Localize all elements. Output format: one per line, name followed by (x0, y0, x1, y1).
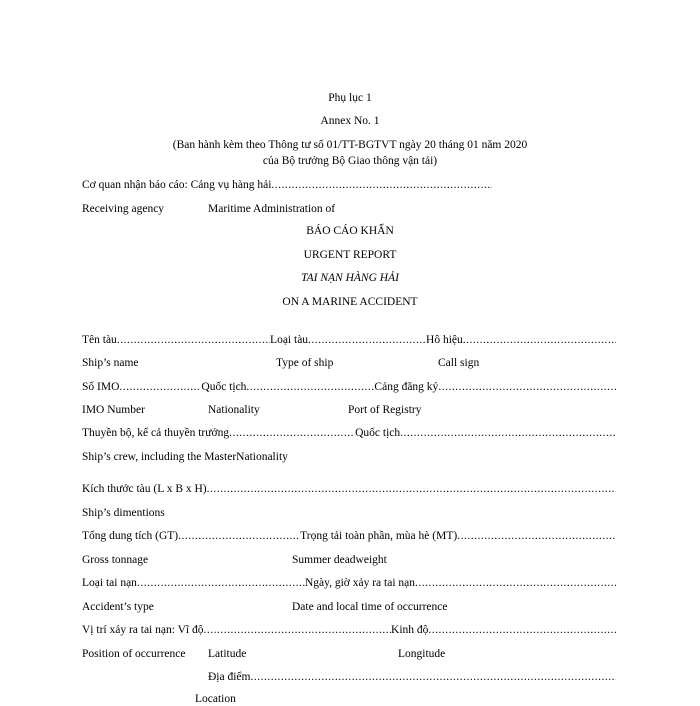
accident-type-row-en (82, 600, 616, 614)
dotted-fill (119, 380, 201, 394)
dotted-fill (428, 623, 616, 637)
ship-name-label-vi: Tên tàu (82, 334, 117, 346)
receiving-agency-vi-row (82, 178, 492, 192)
imo-row-vi (82, 380, 616, 394)
gross-tonnage-label-en: Gross tonnage (82, 554, 149, 566)
occurrence-time-label-en: Date and local time of occurrence (292, 601, 448, 613)
nationality-label-vi: Quốc tịch (201, 381, 247, 393)
port-registry-label-en: Port of Registry (348, 404, 422, 416)
issuance-note-line1: (Ban hành kèm theo Thông tư số 01/TT-BGTVT ngày 20 tháng 01 năm 2020 (172, 139, 528, 151)
dotted-fill (415, 576, 616, 590)
accident-title-vi: TAI NẠN HÀNG HẢI (301, 272, 399, 284)
dotted-fill (438, 380, 616, 394)
location-label-en: Location (195, 693, 236, 705)
gross-tonnage-label-vi: Tổng dung tích (GT) (82, 530, 179, 542)
call-sign-label-vi: Hô hiệu (426, 334, 463, 346)
port-registry-label-vi: Cảng đăng ký (374, 381, 439, 393)
location-row-en (195, 692, 616, 706)
tonnage-row-en (82, 553, 616, 567)
occurrence-time-label-vi: Ngày, giờ xảy ra tai nạn (304, 577, 416, 589)
ship-name-label-en: Ship’s name (82, 357, 139, 369)
nationality-label-en: Nationality (208, 404, 260, 416)
position-row-en (82, 647, 616, 661)
receiving-agency-en-row (82, 202, 616, 216)
imo-label-en: IMO Number (82, 404, 145, 416)
receiving-agency-vi-label: Cơ quan nhận báo cáo: Cảng vụ hàng hải (82, 179, 272, 191)
crew-row-vi (82, 426, 616, 440)
position-row-vi (82, 623, 616, 637)
ship-name-row-vi (82, 333, 616, 347)
dotted-fill (117, 333, 270, 347)
accident-title-en: ON A MARINE ACCIDENT (282, 296, 418, 308)
ship-type-label-en: Type of ship (276, 357, 334, 369)
dotted-fill (229, 426, 355, 440)
dotted-fill (207, 482, 616, 496)
ship-name-row-en (82, 356, 616, 370)
dotted-fill (400, 426, 616, 440)
dimensions-row-en (82, 506, 616, 520)
longitude-label-en: Longitude (398, 648, 446, 660)
dotted-fill (137, 576, 305, 590)
call-sign-label-en: Call sign (438, 357, 480, 369)
crew-row-en (82, 450, 616, 464)
dimensions-row-vi (82, 482, 616, 496)
dotted-fill (250, 670, 616, 684)
crew-label-en: Ship’s crew, including the MasterNationality (82, 451, 288, 463)
crew-label-vi: Thuyền bộ, kể cả thuyền trưởng (82, 427, 230, 439)
dotted-fill (457, 529, 616, 543)
longitude-label-vi: Kinh độ (391, 624, 429, 636)
maritime-admin-label: Maritime Administration of (208, 203, 336, 215)
deadweight-label-vi: Trọng tải toàn phần, mùa hè (MT) (300, 530, 458, 542)
report-title-en: URGENT REPORT (303, 249, 397, 261)
dotted-fill (203, 623, 391, 637)
appendix-title: Phụ lục 1 (328, 92, 372, 104)
location-row-vi (208, 670, 616, 684)
dotted-fill (271, 178, 492, 192)
imo-row-en (82, 403, 616, 417)
report-title-vi: BÁO CÁO KHẨN (306, 225, 394, 237)
crew-nationality-label-vi: Quốc tịch (355, 427, 401, 439)
position-label-en: Position of occurrence (82, 648, 186, 660)
location-label-vi: Địa điểm (208, 671, 251, 683)
accident-type-row-vi (82, 576, 616, 590)
ship-type-label-vi: Loại tàu (270, 334, 309, 346)
imo-label-vi: Số IMO (82, 381, 120, 393)
dotted-fill (246, 380, 374, 394)
receiving-agency-en-label: Receiving agency (82, 203, 165, 215)
dimensions-label-en: Ship’s dimentions (82, 507, 165, 519)
tonnage-row-vi (82, 529, 616, 543)
accident-type-label-vi: Loại tai nạn (82, 577, 137, 589)
dotted-fill (178, 529, 300, 543)
latitude-label-en: Latitude (208, 648, 247, 660)
dotted-fill (463, 333, 616, 347)
annex-title: Annex No. 1 (320, 115, 380, 127)
deadweight-label-en: Summer deadweight (292, 554, 387, 566)
position-latitude-label-vi: Vị trí xảy ra tai nạn: Vĩ độ (82, 624, 204, 636)
dimensions-label-vi: Kích thước tàu (L x B x H) (82, 483, 207, 495)
dotted-fill (308, 333, 426, 347)
accident-type-label-en: Accident’s type (82, 601, 154, 613)
issuance-note-line2: của Bộ trưởng Bộ Giao thông vận tải) (262, 155, 438, 167)
